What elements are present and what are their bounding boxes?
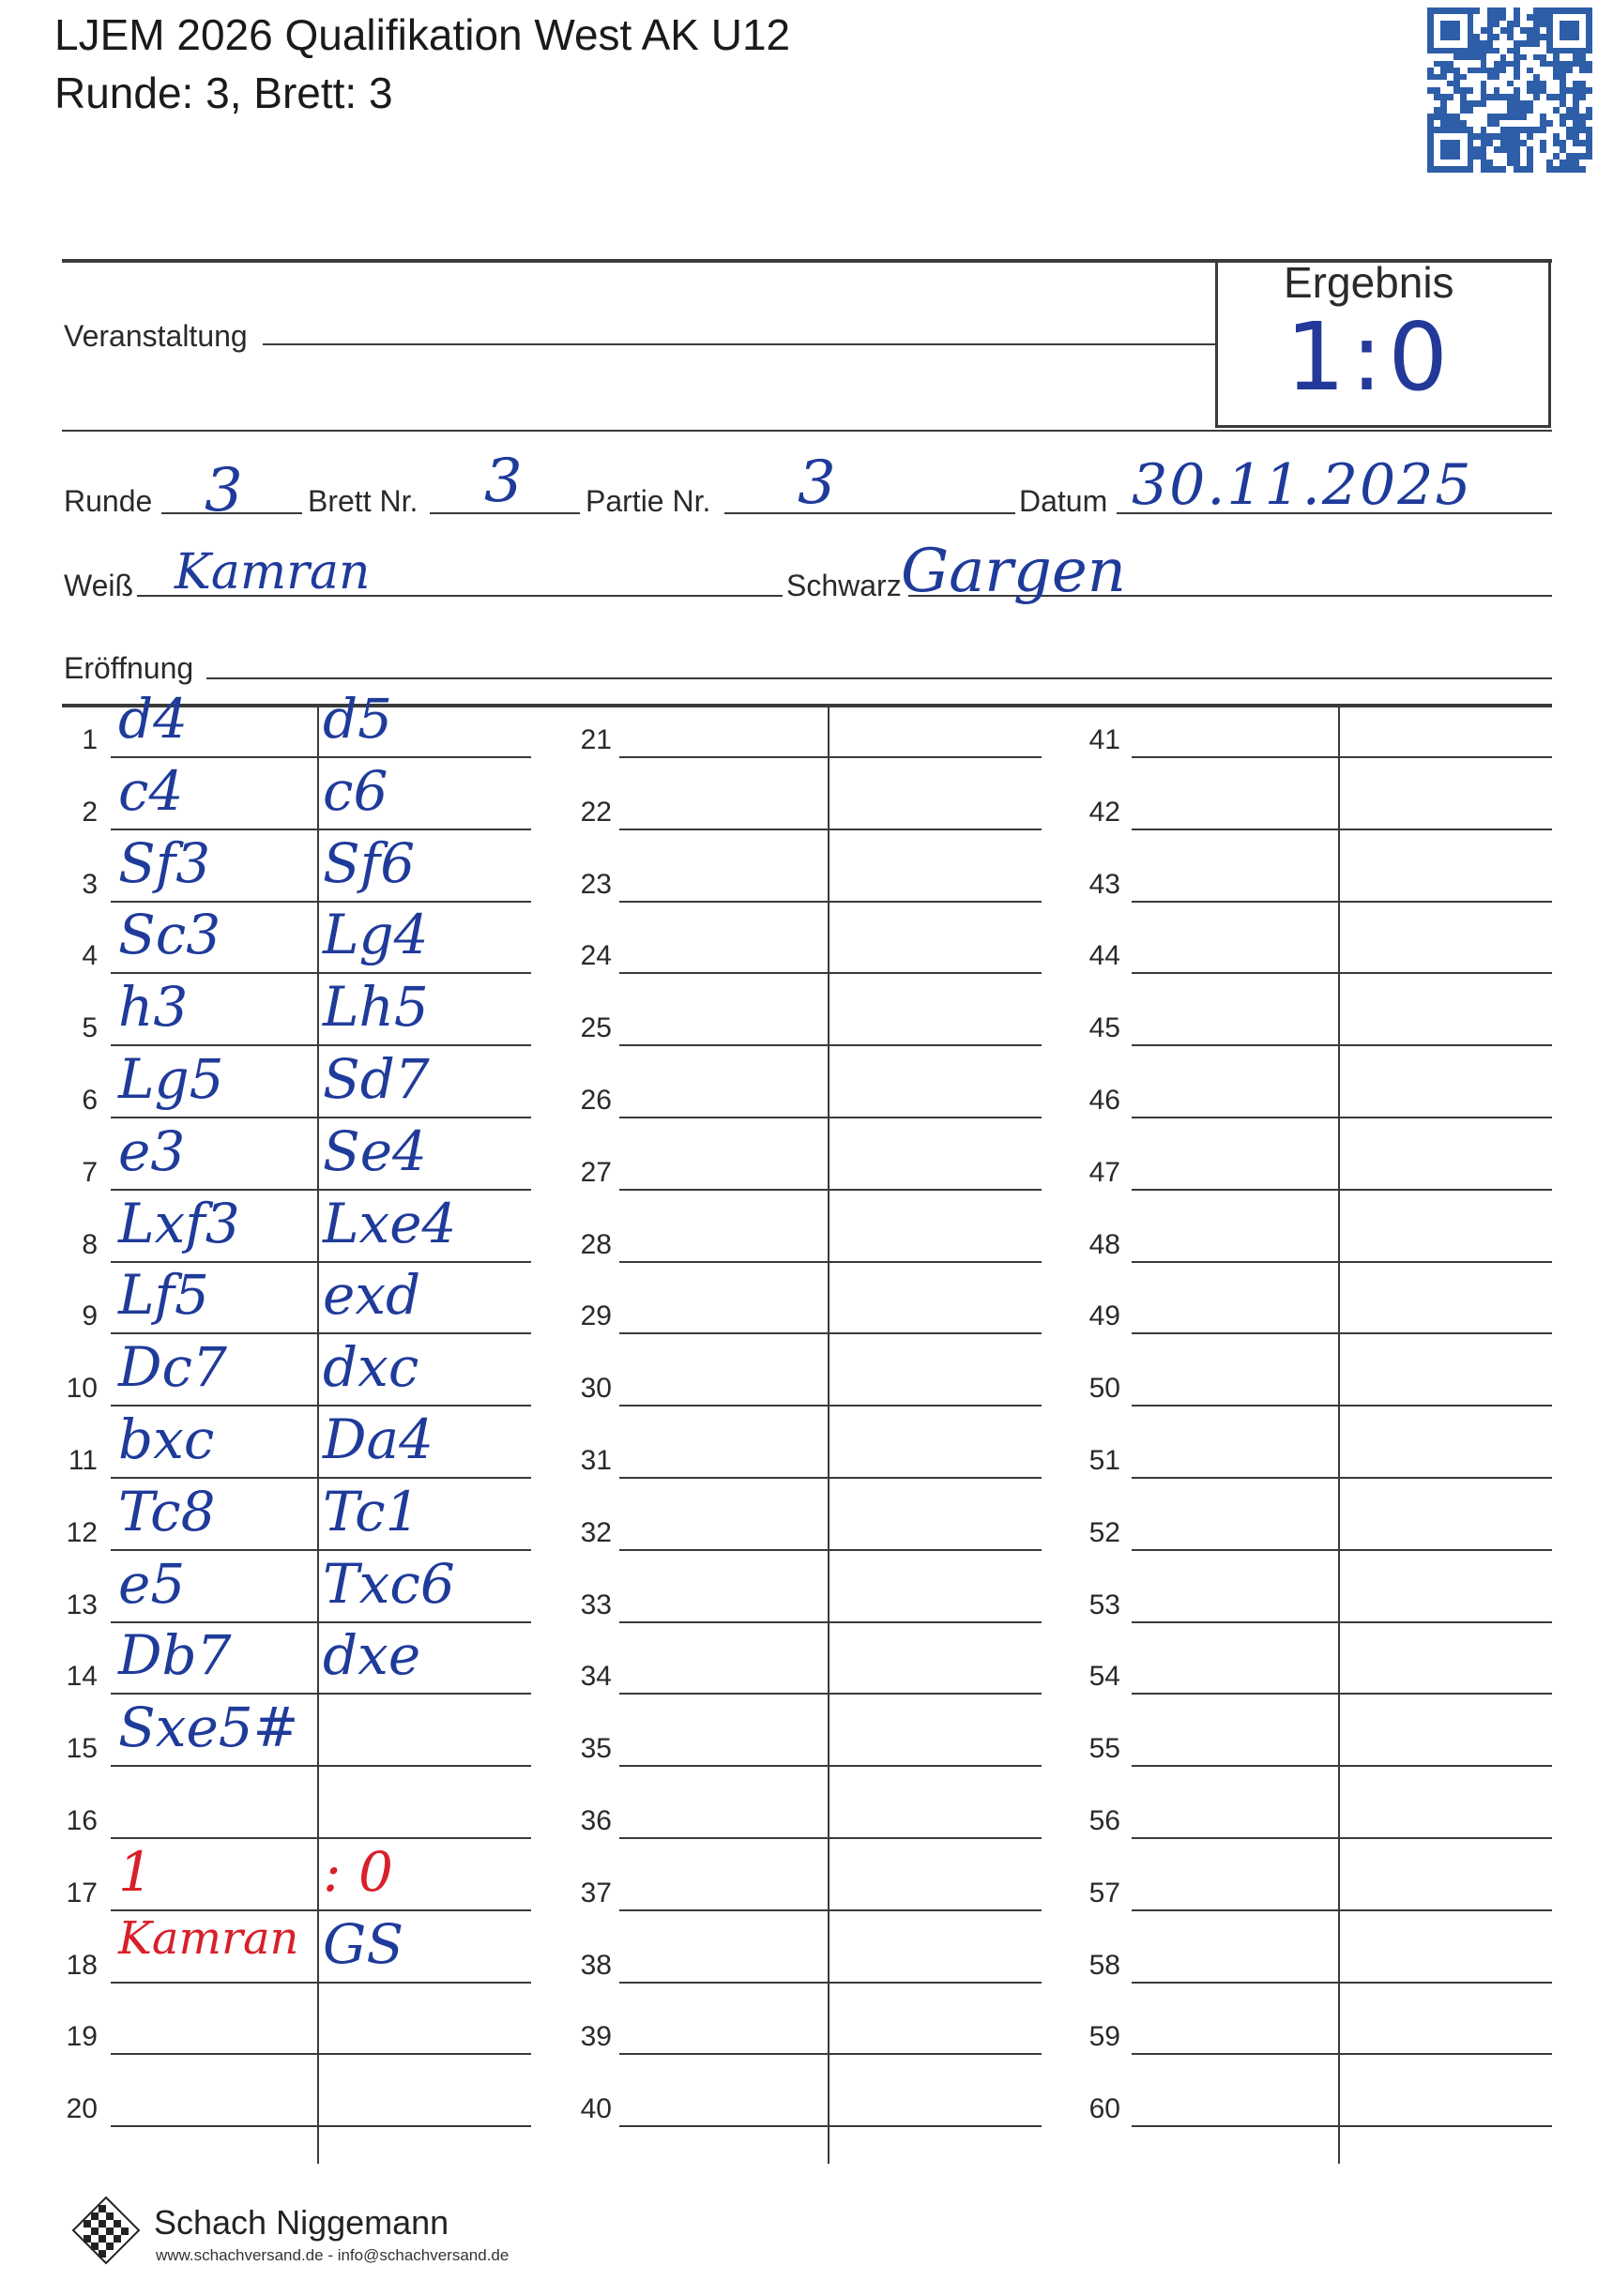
runde-value: 3 xyxy=(205,456,243,525)
move-line xyxy=(619,1837,1042,1839)
white-move: Sf3 xyxy=(118,830,211,895)
move-number: 12 xyxy=(66,1516,98,1548)
move-line xyxy=(111,2125,531,2127)
move-number: 17 xyxy=(66,1877,98,1908)
move-line xyxy=(1132,1477,1552,1479)
schwarz-label: Schwarz xyxy=(786,569,902,602)
move-number: 33 xyxy=(580,1589,612,1620)
move-line xyxy=(111,1044,531,1046)
move-number: 22 xyxy=(580,796,612,828)
move-number: 3 xyxy=(82,868,98,900)
move-line xyxy=(1132,1837,1552,1839)
move-line xyxy=(619,1044,1042,1046)
black-move: d5 xyxy=(323,687,393,751)
white-move: Kamran xyxy=(118,1911,299,1965)
move-number: 31 xyxy=(580,1445,612,1476)
move-number: 26 xyxy=(580,1085,612,1116)
move-line xyxy=(111,1621,531,1623)
move-number: 2 xyxy=(82,796,98,828)
move-line xyxy=(619,1189,1042,1191)
move-line xyxy=(619,901,1042,903)
move-line xyxy=(111,1982,531,1984)
white-move: h3 xyxy=(118,975,189,1040)
black-move: c6 xyxy=(323,758,388,823)
move-number: 40 xyxy=(580,2093,612,2125)
move-line xyxy=(111,972,531,974)
move-number: 35 xyxy=(580,1733,612,1765)
move-number: 53 xyxy=(1088,1589,1120,1620)
move-line xyxy=(619,1261,1042,1263)
white-move: bxc xyxy=(118,1407,215,1471)
move-line xyxy=(619,1117,1042,1118)
runde-label: Runde xyxy=(64,484,153,518)
white-move: Lf5 xyxy=(118,1263,209,1328)
black-move: Se4 xyxy=(323,1118,427,1183)
move-number: 45 xyxy=(1088,1012,1120,1044)
black-move: dxe xyxy=(323,1623,421,1688)
move-number: 18 xyxy=(66,1949,98,1981)
move-line xyxy=(111,1189,531,1191)
move-line xyxy=(111,1261,531,1263)
move-number: 24 xyxy=(580,940,612,972)
move-line xyxy=(111,1477,531,1479)
weiss-label: Weiß xyxy=(64,569,134,602)
black-move: Da4 xyxy=(323,1407,434,1471)
move-line xyxy=(619,1477,1042,1479)
move-number: 56 xyxy=(1088,1805,1120,1836)
sheet-subtitle: Runde: 3, Brett: 3 xyxy=(54,68,393,117)
partie-line xyxy=(724,512,1015,514)
move-number: 49 xyxy=(1088,1300,1120,1332)
move-line xyxy=(619,756,1042,758)
move-line xyxy=(1132,1909,1552,1911)
move-number: 50 xyxy=(1088,1373,1120,1405)
ergebnis-label: Ergebnis xyxy=(1284,258,1454,307)
move-line xyxy=(111,1405,531,1406)
move-line xyxy=(1132,972,1552,974)
brand-logo-icon xyxy=(71,2196,141,2265)
move-number: 7 xyxy=(82,1156,98,1188)
move-number: 60 xyxy=(1088,2093,1120,2125)
move-number: 20 xyxy=(66,2093,98,2125)
move-number: 21 xyxy=(580,724,612,755)
moves-top-rule xyxy=(62,704,1552,707)
move-line xyxy=(1132,1693,1552,1695)
move-number: 4 xyxy=(82,940,98,972)
white-move: e3 xyxy=(118,1118,186,1183)
move-line xyxy=(619,1621,1042,1623)
white-move: Lg5 xyxy=(118,1047,224,1111)
move-number: 41 xyxy=(1088,724,1120,755)
move-line xyxy=(619,1405,1042,1406)
qr-code-icon xyxy=(1427,8,1592,173)
move-line xyxy=(111,1837,531,1839)
move-line xyxy=(619,1982,1042,1984)
white-move: c4 xyxy=(118,758,184,823)
move-line xyxy=(111,1693,531,1695)
move-number: 28 xyxy=(580,1228,612,1260)
move-number: 47 xyxy=(1088,1156,1120,1188)
move-number: 19 xyxy=(66,2021,98,2053)
white-move: Lxf3 xyxy=(118,1191,240,1255)
black-move: Lxe4 xyxy=(323,1191,457,1255)
move-number: 13 xyxy=(66,1589,98,1620)
move-number: 37 xyxy=(580,1877,612,1908)
black-move: Lg4 xyxy=(323,903,429,967)
move-number: 8 xyxy=(82,1228,98,1260)
col3-divider xyxy=(1338,707,1340,2164)
brett-label: Brett Nr. xyxy=(308,484,418,518)
form-mid-rule xyxy=(62,430,1552,432)
move-line xyxy=(111,1765,531,1767)
black-move: Lh5 xyxy=(323,975,429,1040)
move-number: 10 xyxy=(66,1373,98,1405)
move-number: 11 xyxy=(68,1445,98,1476)
move-number: 14 xyxy=(66,1661,98,1693)
move-line xyxy=(1132,1189,1552,1191)
veranstaltung-line xyxy=(263,343,1215,345)
white-move: Db7 xyxy=(118,1623,232,1688)
black-move: Tc1 xyxy=(323,1479,420,1543)
move-number: 54 xyxy=(1088,1661,1120,1693)
move-line xyxy=(111,2053,531,2055)
move-number: 39 xyxy=(580,2021,612,2053)
veranstaltung-label: Veranstaltung xyxy=(64,319,248,353)
brand-contact: www.schachversand.de - info@schachversand.de xyxy=(156,2246,510,2264)
white-move: e5 xyxy=(118,1551,186,1616)
move-line xyxy=(619,1332,1042,1334)
move-number: 25 xyxy=(580,1012,612,1044)
ergebnis-value: 1:0 xyxy=(1286,302,1453,412)
move-line xyxy=(1132,1765,1552,1767)
schwarz-value: Gargen xyxy=(901,537,1126,606)
move-line xyxy=(619,1693,1042,1695)
move-line xyxy=(1132,756,1552,758)
move-line xyxy=(111,901,531,903)
col1-divider xyxy=(317,707,319,2164)
move-line xyxy=(111,829,531,830)
move-number: 1 xyxy=(82,724,98,755)
move-number: 16 xyxy=(66,1805,98,1836)
move-line xyxy=(1132,1117,1552,1118)
partie-label: Partie Nr. xyxy=(586,484,711,518)
eroeffnung-line xyxy=(206,677,1552,679)
brand-name: Schach Niggemann xyxy=(154,2203,449,2242)
move-line xyxy=(619,2125,1042,2127)
move-line xyxy=(111,756,531,758)
move-number: 52 xyxy=(1088,1516,1120,1548)
datum-value: 30.11.2025 xyxy=(1132,452,1473,518)
white-move: 1 xyxy=(118,1839,153,1904)
move-number: 44 xyxy=(1088,940,1120,972)
move-line xyxy=(1132,1982,1552,1984)
brett-value: 3 xyxy=(484,447,523,516)
move-number: 23 xyxy=(580,868,612,900)
black-move: Sd7 xyxy=(323,1047,430,1111)
move-number: 43 xyxy=(1088,868,1120,900)
black-move: exd xyxy=(323,1263,421,1328)
black-move: dxc xyxy=(323,1335,419,1400)
black-move: GS xyxy=(323,1911,404,1976)
move-number: 36 xyxy=(580,1805,612,1836)
move-line xyxy=(619,829,1042,830)
move-number: 58 xyxy=(1088,1949,1120,1981)
move-number: 55 xyxy=(1088,1733,1120,1765)
weiss-value: Kamran xyxy=(175,544,371,601)
move-number: 48 xyxy=(1088,1228,1120,1260)
move-line xyxy=(619,1765,1042,1767)
move-line xyxy=(1132,1261,1552,1263)
move-line xyxy=(1132,1044,1552,1046)
move-number: 57 xyxy=(1088,1877,1120,1908)
move-line xyxy=(1132,829,1552,830)
datum-label: Datum xyxy=(1019,484,1108,518)
move-line xyxy=(1132,901,1552,903)
white-move: Sc3 xyxy=(118,903,221,967)
move-line xyxy=(619,972,1042,974)
move-line xyxy=(1132,2053,1552,2055)
move-line xyxy=(111,1332,531,1334)
move-number: 46 xyxy=(1088,1085,1120,1116)
col2-divider xyxy=(828,707,829,2164)
move-number: 59 xyxy=(1088,2021,1120,2053)
move-line xyxy=(1132,1405,1552,1406)
move-line xyxy=(111,1909,531,1911)
move-line xyxy=(619,1549,1042,1551)
move-line xyxy=(1132,1621,1552,1623)
move-number: 42 xyxy=(1088,796,1120,828)
eroeffnung-label: Eröffnung xyxy=(64,651,194,685)
move-line xyxy=(619,1909,1042,1911)
move-line xyxy=(619,2053,1042,2055)
move-number: 51 xyxy=(1088,1445,1120,1476)
white-move: Tc8 xyxy=(118,1479,216,1543)
black-move: : 0 xyxy=(323,1839,393,1904)
sheet-title: LJEM 2026 Qualifikation West AK U12 xyxy=(54,10,791,59)
white-move: Dc7 xyxy=(118,1335,227,1400)
move-line xyxy=(111,1117,531,1118)
white-move: d4 xyxy=(118,687,189,751)
move-number: 5 xyxy=(82,1012,98,1044)
move-line xyxy=(1132,1549,1552,1551)
move-line xyxy=(111,1549,531,1551)
partie-value: 3 xyxy=(798,449,836,518)
black-move: Txc6 xyxy=(323,1551,455,1616)
white-move: Sxe5# xyxy=(118,1695,299,1760)
move-number: 38 xyxy=(580,1949,612,1981)
move-number: 29 xyxy=(580,1300,612,1332)
move-line xyxy=(1132,2125,1552,2127)
move-number: 32 xyxy=(580,1516,612,1548)
move-number: 15 xyxy=(66,1733,98,1765)
black-move: Sf6 xyxy=(323,830,416,895)
move-line xyxy=(1132,1332,1552,1334)
move-number: 6 xyxy=(82,1085,98,1116)
move-number: 30 xyxy=(580,1373,612,1405)
move-number: 9 xyxy=(82,1300,98,1332)
move-number: 34 xyxy=(580,1661,612,1693)
move-number: 27 xyxy=(580,1156,612,1188)
